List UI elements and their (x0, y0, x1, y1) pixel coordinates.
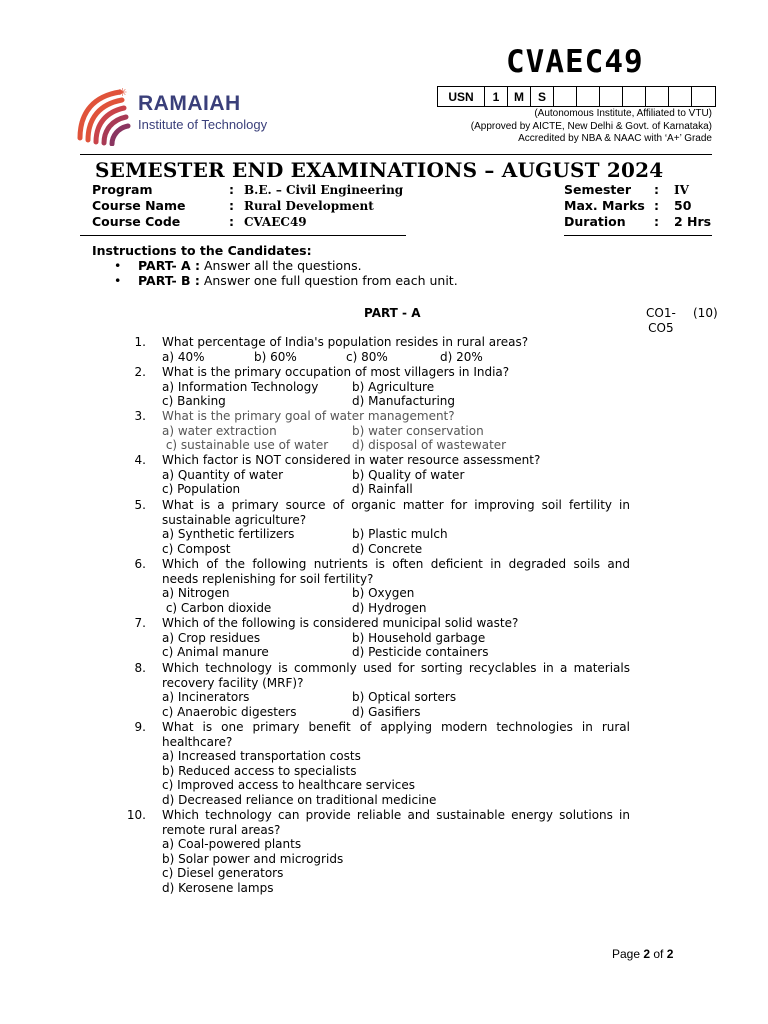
usn-label: USN (438, 87, 485, 106)
semester-label: Semester (564, 182, 632, 197)
colon: : (229, 214, 234, 229)
course-code-value: CVAEC49 (244, 215, 307, 229)
instruction-part: PART- A : (138, 258, 201, 273)
option: b) Oxygen (352, 586, 415, 600)
usn-cell (646, 87, 669, 106)
instruction-part: PART- B : (138, 273, 200, 288)
colon: : (654, 198, 659, 213)
page-of: of (650, 947, 667, 961)
instructions (92, 243, 458, 288)
affiliation-text (471, 108, 712, 146)
usn-box (437, 86, 716, 107)
option: b) Household garbage (352, 631, 486, 645)
question-text: What is the primary occupation of most villagers in India? (162, 365, 510, 379)
option: a) Information Technology (162, 380, 319, 394)
option: c) Compost (162, 542, 231, 556)
exam-title: SEMESTER END EXAMINATIONS – AUGUST 2024 (95, 158, 664, 182)
question-number: 5. (134, 498, 146, 512)
co-line: CO5 (648, 320, 674, 335)
option: c) Animal manure (162, 645, 269, 659)
meta-divider (80, 235, 406, 236)
program-label: Program (92, 182, 153, 197)
option: b) 60% (254, 350, 297, 364)
option: b) Plastic mulch (352, 527, 448, 541)
question-number: 3. (134, 409, 146, 423)
option: b) Solar power and microgrids (162, 852, 344, 866)
question-text: Which of the following nutrients is often deficient in degraded soils and needs replenishing for soil fertility? (162, 557, 630, 586)
affiliation-line: Accredited by NBA & NAAC with ‘A+’ Grade (518, 133, 712, 144)
ramaiah-logo-icon (76, 86, 132, 146)
usn-cell (600, 87, 623, 106)
option: d) Manufacturing (352, 394, 456, 408)
meta-divider (564, 235, 712, 236)
option: d) Kerosene lamps (162, 881, 274, 895)
institute-logo (76, 86, 316, 146)
course-name-value: Rural Development (244, 199, 374, 213)
question-number: 8. (134, 661, 146, 675)
option: c) Population (162, 482, 241, 496)
part-a-title: PART - A (364, 306, 421, 320)
option: d) Hydrogen (352, 601, 427, 615)
option: d) 20% (440, 350, 483, 364)
question-text: What is one primary benefit of applying modern technologies in rural healthcare? (162, 720, 630, 749)
usn-cell (623, 87, 646, 106)
option: a) Quantity of water (162, 468, 284, 482)
co-line: CO1- (646, 306, 676, 320)
instruction-text: Answer one full question from each unit. (199, 273, 458, 288)
usn-cell (669, 87, 692, 106)
option: a) Crop residues (162, 631, 261, 645)
usn-cell (577, 87, 600, 106)
option: a) Coal-powered plants (162, 837, 302, 851)
option: c) Diesel generators (162, 866, 284, 880)
option: a) 40% (162, 350, 205, 364)
program-value: B.E. – Civil Engineering (244, 183, 404, 197)
question-text: Which factor is NOT considered in water resource assessment? (162, 453, 541, 467)
question-number: 6. (134, 557, 146, 571)
course-code-label: Course Code (92, 214, 181, 229)
option: d) Pesticide containers (352, 645, 489, 659)
option: b) Quality of water (352, 468, 465, 482)
option: a) Incinerators (162, 690, 250, 704)
question-text: Which of the following is considered municipal solid waste? (162, 616, 519, 630)
question-number: 10. (126, 808, 146, 822)
question-text: What percentage of India's population resides in rural areas? (162, 335, 529, 349)
affiliation-line: (Autonomous Institute, Affiliated to VTU) (534, 108, 712, 119)
bullet-icon: • (114, 273, 122, 288)
question-text: Which technology is commonly used for sorting recyclables in a materials recovery facility (MRF)? (162, 661, 630, 690)
option: c) sustainable use of water (162, 438, 329, 452)
duration-value: 2 Hrs (674, 214, 712, 229)
option: d) Decreased reliance on traditional medicine (162, 793, 437, 807)
colon: : (654, 214, 659, 229)
question-number: 4. (134, 453, 146, 467)
usn-cell (692, 87, 715, 106)
usn-cell: M (508, 87, 531, 106)
option: c) 80% (346, 350, 388, 364)
question-text: What is the primary goal of water management? (162, 409, 455, 423)
institute-subtitle: Institute of Technology (138, 117, 268, 132)
option: b) water conservation (352, 424, 484, 438)
duration-label: Duration (564, 214, 626, 229)
affiliation-line: (Approved by AICTE, New Delhi & Govt. of Karnataka) (470, 120, 712, 132)
course-name-label: Course Name (92, 198, 186, 213)
part-a-marks: (10) (693, 306, 718, 320)
header-divider (80, 154, 712, 155)
option: d) Rainfall (352, 482, 413, 496)
usn-cell (554, 87, 577, 106)
option: b) Agriculture (352, 380, 435, 394)
colon: : (654, 182, 659, 197)
option: a) Increased transportation costs (162, 749, 361, 763)
page-number (612, 947, 673, 961)
colon: : (229, 198, 234, 213)
question-text: Which technology can provide reliable and sustainable energy solutions in remote rural areas? (162, 808, 630, 837)
instruction-text: Answer all the questions. (200, 258, 362, 273)
option: d) Gasifiers (352, 705, 421, 719)
option: b) Optical sorters (352, 690, 457, 704)
institute-name: RAMAIAH (138, 92, 241, 115)
page-current: 2 (643, 947, 651, 961)
question-number: 2. (134, 365, 146, 379)
usn-cell: 1 (485, 87, 508, 106)
course-outcomes (646, 306, 676, 335)
page-total: 2 (666, 947, 674, 961)
bullet-icon: • (114, 258, 122, 273)
question-text: What is a primary source of organic matter for improving soil fertility in sustainable agriculture? (162, 498, 630, 527)
option: c) Banking (162, 394, 226, 408)
instruction-item (114, 273, 458, 288)
option: d) Concrete (352, 542, 423, 556)
instructions-heading: Instructions to the Candidates: (92, 243, 312, 258)
option: c) Carbon dioxide (162, 601, 272, 615)
option: a) Nitrogen (162, 586, 230, 600)
max-marks-value: 50 (674, 198, 692, 213)
option: a) Synthetic fertilizers (162, 527, 295, 541)
semester-value: IV (674, 183, 689, 197)
option: c) Anaerobic digesters (162, 705, 297, 719)
option: d) disposal of wastewater (352, 438, 507, 452)
option: a) water extraction (162, 424, 277, 438)
svg-text:✳: ✳ (118, 86, 128, 99)
page-word: Page (612, 947, 644, 961)
usn-cell: S (531, 87, 554, 106)
question-number: 1. (134, 335, 146, 349)
max-marks-label: Max. Marks (564, 198, 645, 213)
option: b) Reduced access to specialists (162, 764, 357, 778)
option: c) Improved access to healthcare services (162, 778, 416, 792)
colon: : (229, 182, 234, 197)
question-number: 7. (134, 616, 146, 630)
instruction-item (114, 258, 362, 273)
question-number: 9. (134, 720, 146, 734)
course-code-heading: CVAEC49 (506, 44, 644, 80)
